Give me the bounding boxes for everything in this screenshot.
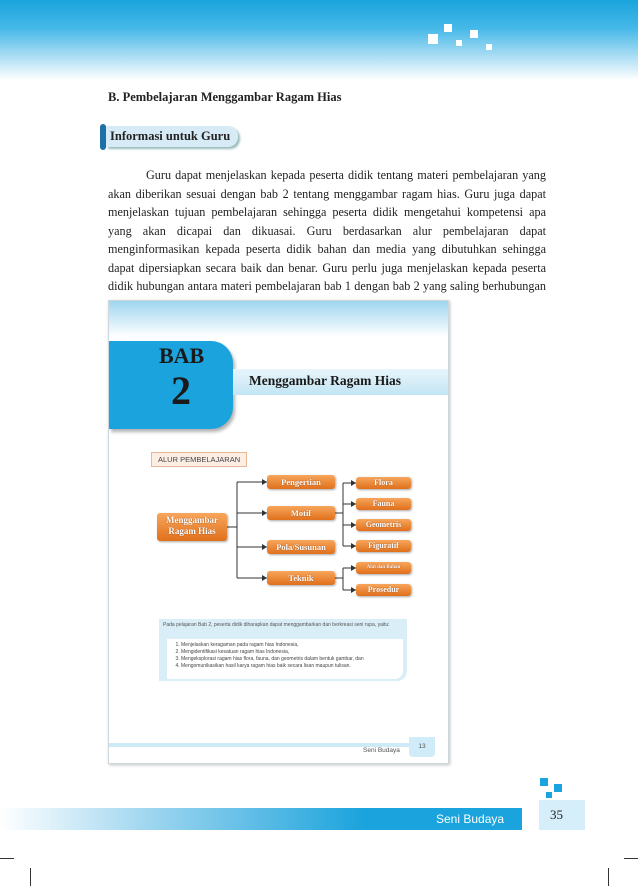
crop-mark [624,858,638,859]
header-band [0,0,638,80]
info-tag [106,126,238,147]
pixel-decoration [428,34,438,44]
crop-mark [608,868,609,886]
chapter-title: Menggambar Ragam Hias [249,373,401,388]
learning-goals-box [159,619,407,681]
alur-label: ALUR PEMBELAJARAN [151,452,247,467]
learning-goal-item: 4. Mengomunikasikan hasil karya ragam hias baik secara lisan maupun tulisan. [181,663,403,670]
learning-goal-item: 1. Menjelaskan keragaman pada ragam hias Indonesia, [181,642,403,649]
crop-mark [0,858,14,859]
bab-number: 2 [171,368,191,413]
learning-goals-list [167,639,403,679]
body-paragraph: Guru dapat menjelaskan kepada peserta didik tentang materi pembelajaran yang akan diberikan sesuai dengan bab 2 tentang menggambar ragam hias. Guru juga dapat menjelaskan tujuan pembelajaran sehingga peserta didik mengetahui kompetensi apa yang akan dicapai dan dikuasai. Guru berdasarkan alur pembelajaran dapat menginformasikan kepada peserta didik bahan dan media yang dibutuhkan sehingga dapat dipersiapkan secara baik dan benar. Guru perlu juga menjelaskan kepada peserta didik hubungan antara materi pembelajaran bab 1 dengan bab 2 yang saling berhubungan [108,168,546,293]
node-alat-dan-bahan: Alat dan Bahan [356,562,411,574]
node-pola-susunan: Pola/Susunan [267,540,335,554]
learning-goal-item: 2. Mengidentifikasi kesatuan ragam hias Indonesia, [181,649,403,656]
pixel-decoration [444,24,452,32]
pixel-decoration [456,40,462,46]
pixel-decoration [470,30,478,38]
crop-mark [30,868,31,886]
learning-goal-item: 3. Mengeksplorasi ragam hias flora, fauna, dan geometris dalam bentuk gambar, dan [181,656,403,663]
section-title: B. Pembelajaran Menggambar Ragam Hias [108,90,342,104]
node-motif: Motif [267,506,335,520]
node-root: Menggambar Ragam Hias [157,513,227,541]
node-figuratif: Figuratif [356,540,411,552]
node-fauna: Fauna [356,498,411,510]
bab-label: BAB [159,343,205,368]
inset-footer-label: Seni Budaya [363,747,400,754]
learning-goals-intro: Pada pelajaran Bab 2, peserta didik diharapkan dapat menggambarkan dan berkreasi seni rupa, yaitu: [163,622,390,628]
inset-page-number: 13 [409,737,435,757]
chapter-page-thumbnail [108,300,449,764]
node-prosedur: Prosedur [356,584,411,596]
footer-label: Seni Budaya [436,812,505,826]
node-flora: Flora [356,477,411,489]
node-teknik: Teknik [267,571,335,585]
node-geometris: Geometris [356,519,411,531]
pixel-decoration [554,784,562,792]
pixel-decoration [540,778,548,786]
info-tag-label: Informasi untuk Guru [110,129,231,143]
node-pengertian: Pengertian [267,475,335,489]
page-number: 35 [550,807,563,822]
pixel-decoration [546,792,552,798]
pixel-decoration [486,44,492,50]
